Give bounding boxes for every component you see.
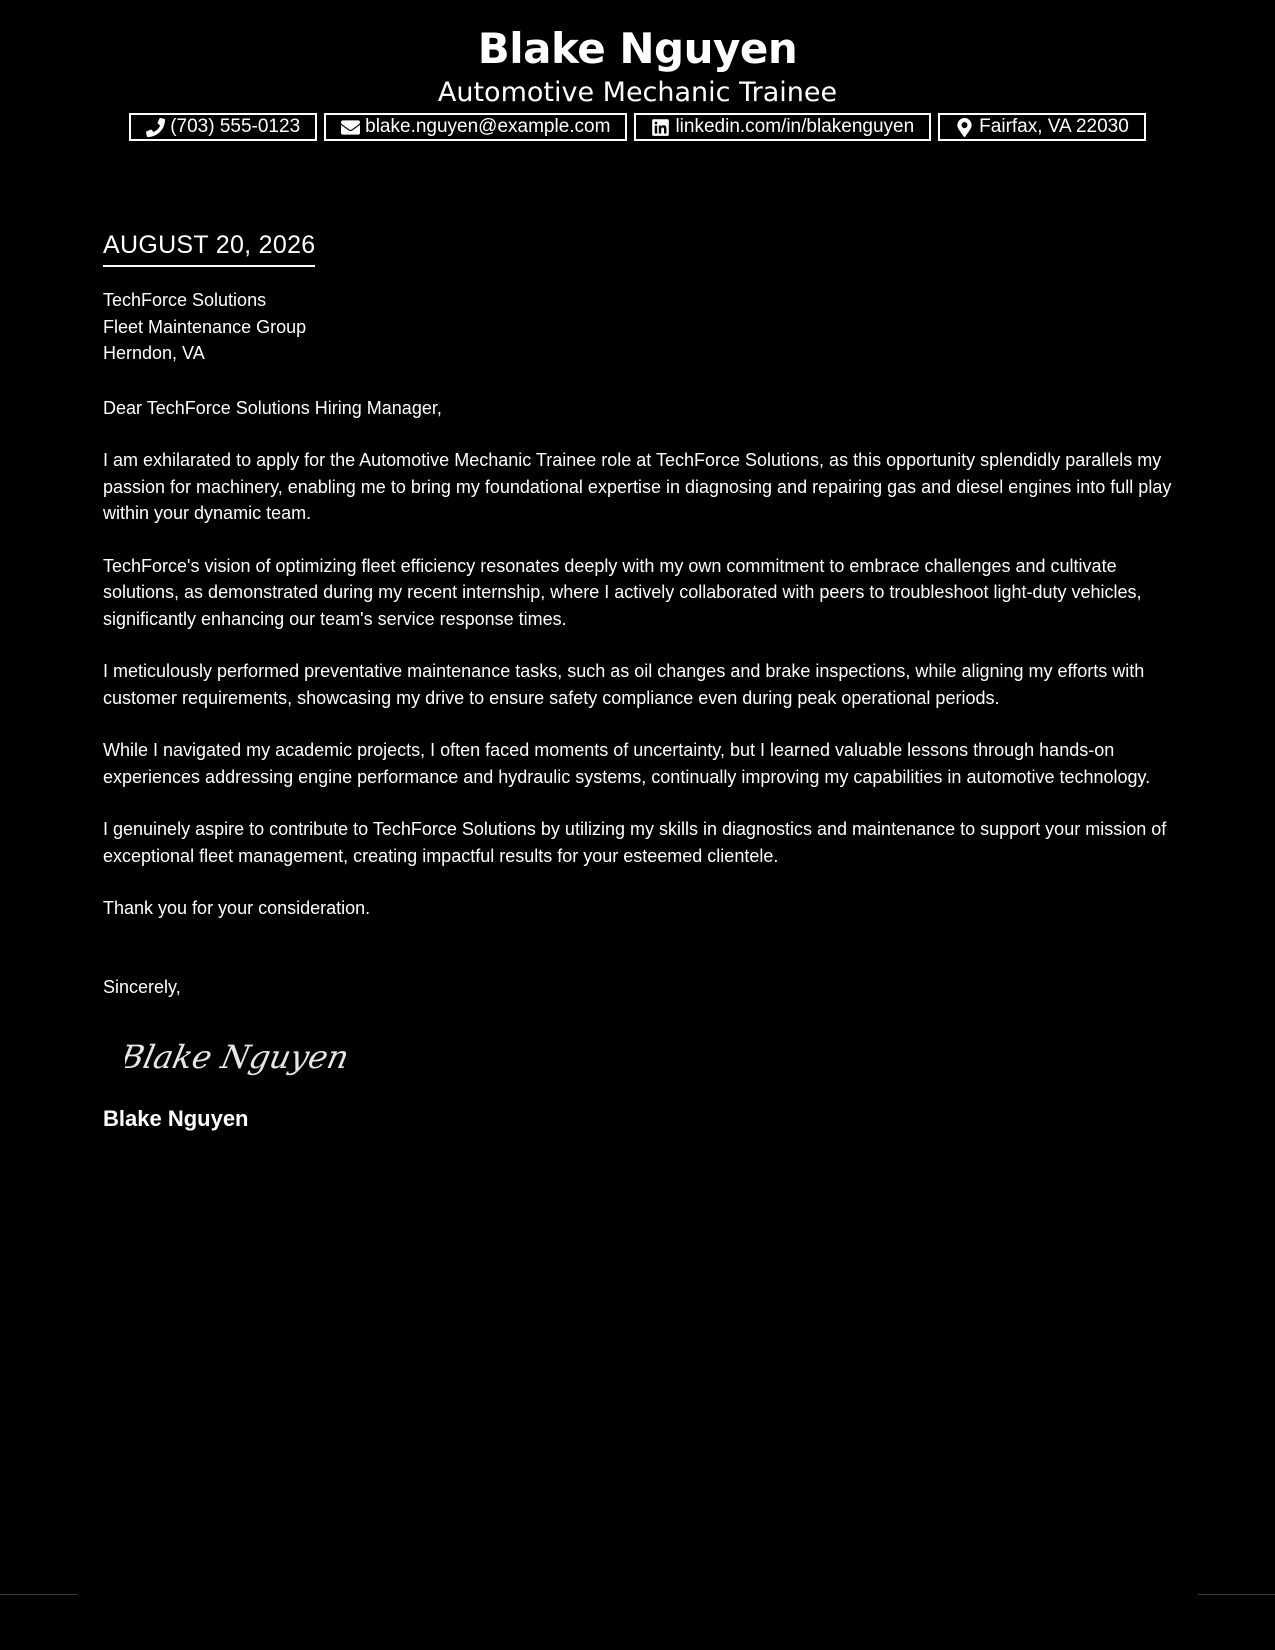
contact-bar	[0, 113, 1275, 141]
email-contact[interactable]	[324, 113, 627, 141]
thanks-line: Thank you for your consideration.	[103, 898, 371, 918]
phone-contact[interactable]	[129, 113, 317, 141]
body-paragraph: I genuinely aspire to contribute to TechForce Solutions by utilizing my skills in diagnostics and maintenance to support your mission of exceptional fleet management, creating impactful results for your esteemed clientele.	[103, 819, 1167, 866]
recipient-department: Fleet Maintenance Group	[103, 316, 307, 337]
linkedin-contact[interactable]	[634, 113, 931, 141]
phone-icon	[146, 118, 165, 137]
applicant-name: Blake Nguyen	[477, 24, 798, 73]
envelope-icon	[341, 118, 360, 137]
body-paragraph: I am exhilarated to apply for the Automotive Mechanic Trainee role at TechForce Solutions, as this opportunity splendidly parallels my passion for machinery, enabling me to bring my foundational expertise in diagnosing and repairing gas and diesel engines into full play within your dynamic team.	[103, 450, 1172, 523]
recipient-location: Herndon, VA	[103, 343, 205, 363]
body-paragraph: I meticulously performed preventative maintenance tasks, such as oil changes and brake inspections, while aligning my efforts with customer requirements, showcasing my drive to ensure safety compliance even during peak operational periods.	[103, 661, 1145, 708]
body-paragraph: TechForce's vision of optimizing fleet efficiency resonates deeply with my own commitment to embrace challenges and cultivate solutions, as demonstrated during my recent internship, where I actively collaborated with peers to troubleshoot light-duty vehicles, significantly enhancing our team's service response times.	[103, 555, 1142, 629]
recipient-block	[103, 287, 1173, 367]
footer-divider-left	[0, 1594, 77, 1595]
linkedin-icon	[651, 118, 670, 137]
closing: Sincerely,	[103, 976, 181, 997]
location-contact[interactable]	[938, 113, 1146, 141]
linkedin-text: linkedin.com/in/blakenguyen	[675, 116, 915, 137]
email-text: blake.nguyen@example.com	[365, 116, 611, 137]
signed-name: Blake Nguyen	[103, 1106, 249, 1131]
phone-text: (703) 555-0123	[170, 116, 301, 137]
letter-body	[103, 228, 1173, 1134]
recipient-company: TechForce Solutions	[103, 290, 267, 310]
body-paragraph: While I navigated my academic projects, I often faced moments of uncertainty, but I learned valuable lessons through hands-on experiences addressing engine performance and hydraulic systems, continually improving my capabilities in automotive technology.	[103, 740, 1151, 787]
applicant-title: Automotive Mechanic Trainee	[437, 77, 838, 108]
footer-divider-right	[1198, 1594, 1275, 1595]
letter-date: AUGUST 20, 2026	[103, 228, 315, 267]
handwritten-signature	[125, 1026, 1173, 1096]
letter-header	[0, 22, 1275, 110]
location-text: Fairfax, VA 22030	[979, 116, 1129, 137]
map-marker-icon	[955, 118, 974, 137]
greeting: Dear TechForce Solutions Hiring Manager,	[103, 397, 442, 418]
signature-drawing	[125, 1026, 355, 1086]
svg-text:Blake Nguyen: Blake Nguyen	[125, 1038, 353, 1076]
